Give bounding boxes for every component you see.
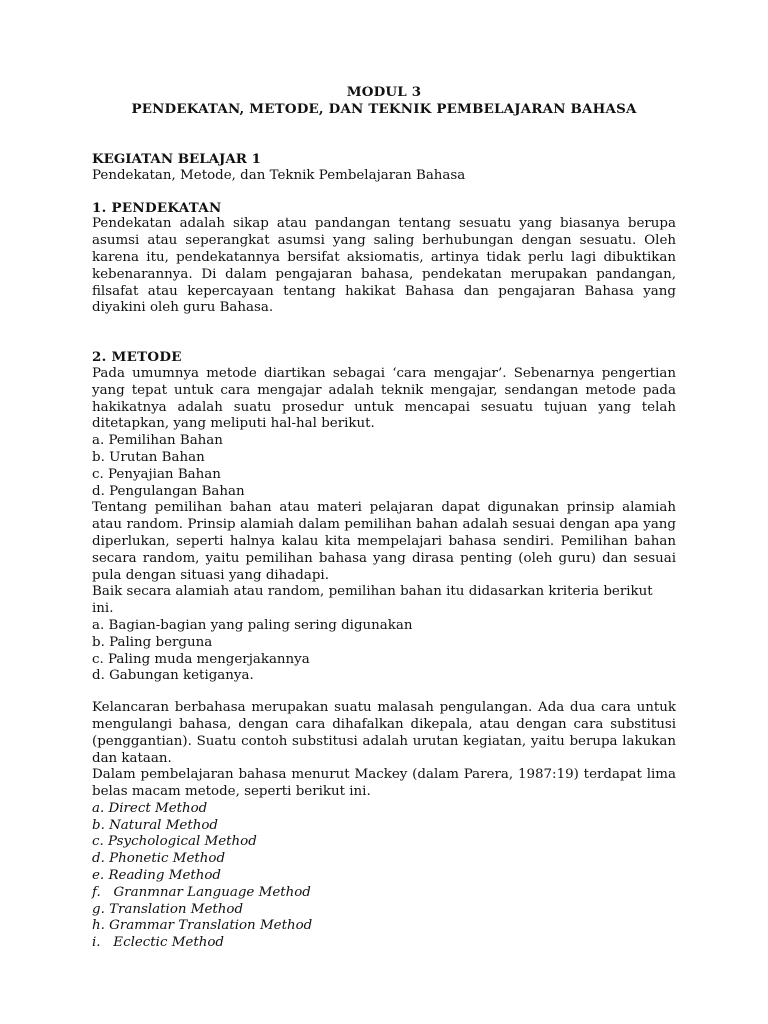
list-item: b. Urutan Bahan <box>92 449 205 465</box>
module-label: MODUL 3 <box>346 84 422 100</box>
method-item: h. Grammar Translation Method <box>92 918 313 934</box>
list-item: c. Penyajian Bahan <box>92 466 221 482</box>
section-heading-pendekatan: 1. PENDEKATAN <box>92 199 222 216</box>
document-title: PENDEKATAN, METODE, DAN TEKNIK PEMBELAJARAN BAHASA <box>131 101 637 117</box>
method-item: d. Phonetic Method <box>92 851 226 867</box>
method-item: g. Translation Method <box>92 901 244 917</box>
paragraph-pemilihan-bahan: Tentang pemilihan bahan atau materi pelajaran dapat digunakan prinsip alamiah atau random. Prinsip alamiah dalam pemilihan bahan adalah sesuai dengan apa yang diperlukan, seperti halnya kalau kita mempelajari bahasa sendiri. Pemilihan bahan secara random, yaitu pemilihan bahasa yang dirasa penting (oleh guru) dan sesuai pula dengan situasi yang dihadapi. <box>92 500 676 583</box>
method-item: c. Psychological Method <box>92 834 257 850</box>
list-metode <box>92 801 676 952</box>
list-item: a. Pemilihan Bahan <box>92 433 223 449</box>
list-kriteria <box>92 618 676 685</box>
document-page <box>92 84 676 952</box>
method-item: e. Reading Method <box>92 868 222 884</box>
list-item: b. Paling berguna <box>92 634 213 650</box>
paragraph-kelancaran: Kelancaran berbahasa merupakan suatu malasah pengulangan. Ada dua cara untuk mengulangi bahasa, dengan cara dihafalkan dikepala, atau dengan cara substitusi (penggantian). Suatu contoh substitusi adalah urutan kegiatan, yaitu berupa lakukan dan kataan. <box>92 700 676 766</box>
list-item: a. Bagian-bagian yang paling sering digunakan <box>92 617 413 633</box>
paragraph-mackey: Dalam pembelajaran bahasa menurut Mackey (dalam Parera, 1987:19) terdapat lima belas macam metode, seperti berikut ini. <box>92 767 676 800</box>
list-item: d. Gabungan ketiganya. <box>92 668 254 684</box>
list-prosedur <box>92 433 676 500</box>
paragraph-pendekatan: Pendekatan adalah sikap atau pandangan tentang sesuatu yang biasanya berupa asumsi atau seperangkat asumsi yang saling berhubungan dengan sesuatu. Oleh karena itu, pendekatannya bersifat aksiomatis, artinya tidak perlu lagi dibuktikan kebenarannya. Di dalam pengajaran bahasa, pendekatan merupakan pandangan, filsafat atau kepercayaan tentang hakikat Bahasa dan pengajaran Bahasa yang diyakini oleh guru Bahasa. <box>92 216 676 316</box>
method-item: i. Eclectic Method <box>92 935 224 951</box>
method-item: a. Direct Method <box>92 800 208 816</box>
method-item: b. Natural Method <box>92 817 218 833</box>
paragraph-kriteria: Baik secara alamiah atau random, pemilihan bahan itu didasarkan kriteria berikut ini. <box>92 584 653 617</box>
kegiatan-title: KEGIATAN BELAJAR 1 <box>92 151 261 167</box>
list-item: d. Pengulangan Bahan <box>92 483 245 499</box>
kegiatan-subtitle: Pendekatan, Metode, dan Teknik Pembelajaran Bahasa <box>92 167 466 183</box>
section-heading-metode: 2. METODE <box>92 349 182 366</box>
paragraph-metode-intro: Pada umumnya metode diartikan sebagai ‘cara mengajar’. Sebenarnya pengertian yang tepat untuk cara mengajar adalah teknik mengajar, sendangan metode pada hakikatnya adalah suatu prosedur untuk mencapai sesuatu tujuan yang telah ditetapkan, yang meliputi hal-hal berikut. <box>92 365 676 432</box>
method-item: f. Granmnar Language Method <box>92 884 311 900</box>
list-item: c. Paling muda mengerjakannya <box>92 651 310 667</box>
